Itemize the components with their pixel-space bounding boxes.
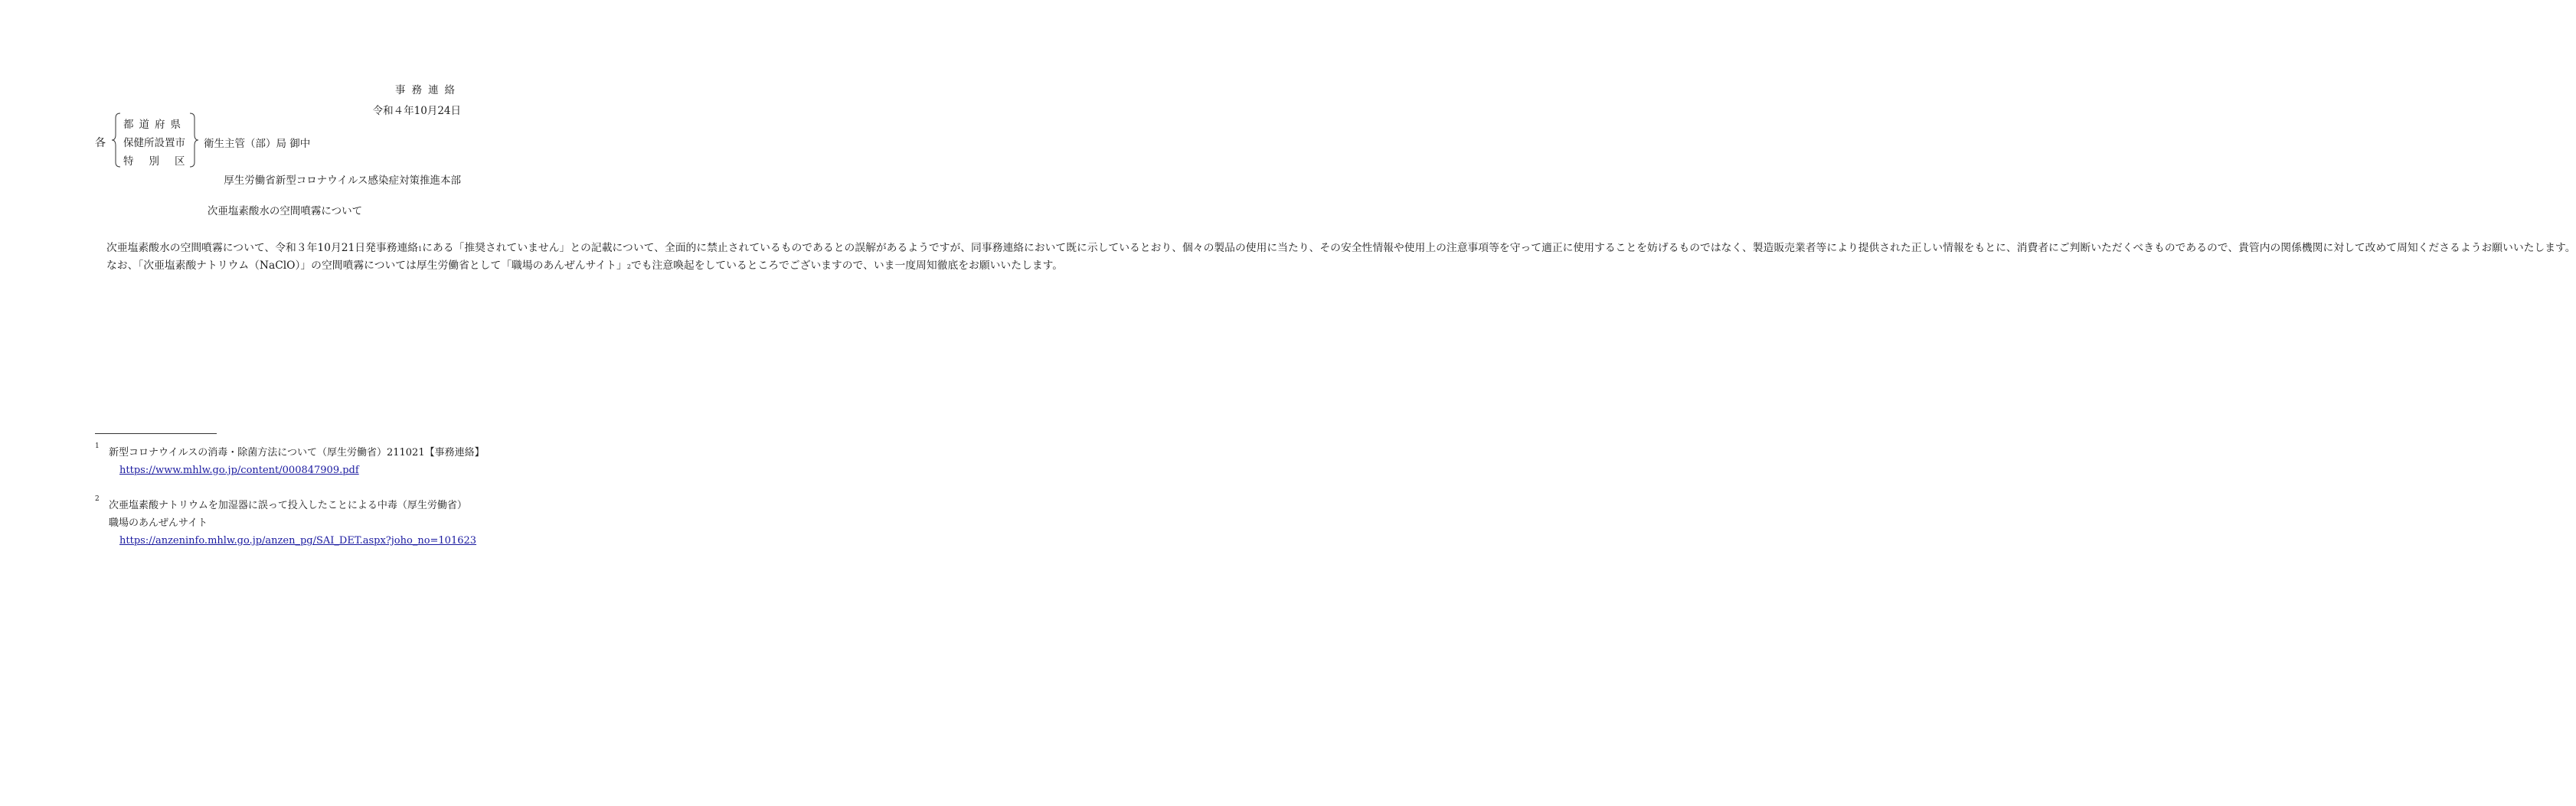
footnote-divider — [95, 433, 217, 434]
footnote-2-link[interactable]: https://anzeninfo.mhlw.go.jp/anzen_pg/SAI_DET.aspx?joho_no=101623 — [119, 535, 477, 547]
addressee-health-cities: 保健所設置市 — [123, 137, 185, 149]
footnote-2-text: 次亜塩素酸ナトリウムを加湿器に誤って投入したことによる中毒（厚生労働省） — [109, 500, 467, 511]
footnote-ref-2: 2 — [626, 263, 631, 271]
paragraph-2: なお、「次亜塩素酸ナトリウム（NaClO）」の空間噴霧については厚生労働省として「職場のあんぜんサイト」$^2$でも注意喚起をしているところでございますので、いま一度周知徹底をお願いいたします。 — [106, 259, 1064, 272]
document-type: 事務連絡 — [395, 84, 461, 96]
addressee-prefix: 各 — [95, 137, 106, 149]
addressee-department: 衛生主管（部）局 御中 — [204, 138, 311, 150]
addressee-special-wards: 特別区 — [123, 155, 201, 168]
footnote-1-mark: 1 — [95, 442, 100, 450]
addressee-prefectures: 都道府県 — [123, 119, 186, 131]
footnote-ref-1: 1 — [418, 246, 423, 253]
sender: 厚生労働省新型コロナウイルス感染症対策推進本部 — [224, 175, 461, 187]
footnote-2-mark: 2 — [95, 495, 100, 503]
footnote-1-text: 新型コロナウイルスの消毒・除菌方法について（厚生労働省）211021【事務連絡】 — [109, 447, 485, 458]
footnote-1-link[interactable]: https://www.mhlw.go.jp/content/000847909.pdf — [119, 465, 359, 476]
document-body — [96, 240, 2576, 276]
paragraph-1: 次亜塩素酸水の空間噴霧について、令和３年10月21日発事務連絡$^1$にある「推奨されていません」との記載について、全面的に禁止されているものであるとの誤解があるようですが、同事務連絡において既に示しているとおり、個々の製品の使用に当たり、その安全性情報や使用上の注意事項等を守って適正に使用することを妨げるものではなく、製造販売業者等により提供された正しい情報をもとに、消費者にご判断いただくべきものであるので、貴管内の関係機関に対して改めて周知くださるようお願いいたします。 — [106, 242, 2576, 254]
footnote-2-text2: 職場のあんぜんサイト — [109, 517, 208, 529]
addressee-block — [111, 112, 199, 168]
document-title: 次亜塩素酸水の空間噴霧について — [207, 205, 363, 217]
document-date: 令和４年10月24日 — [372, 105, 461, 117]
